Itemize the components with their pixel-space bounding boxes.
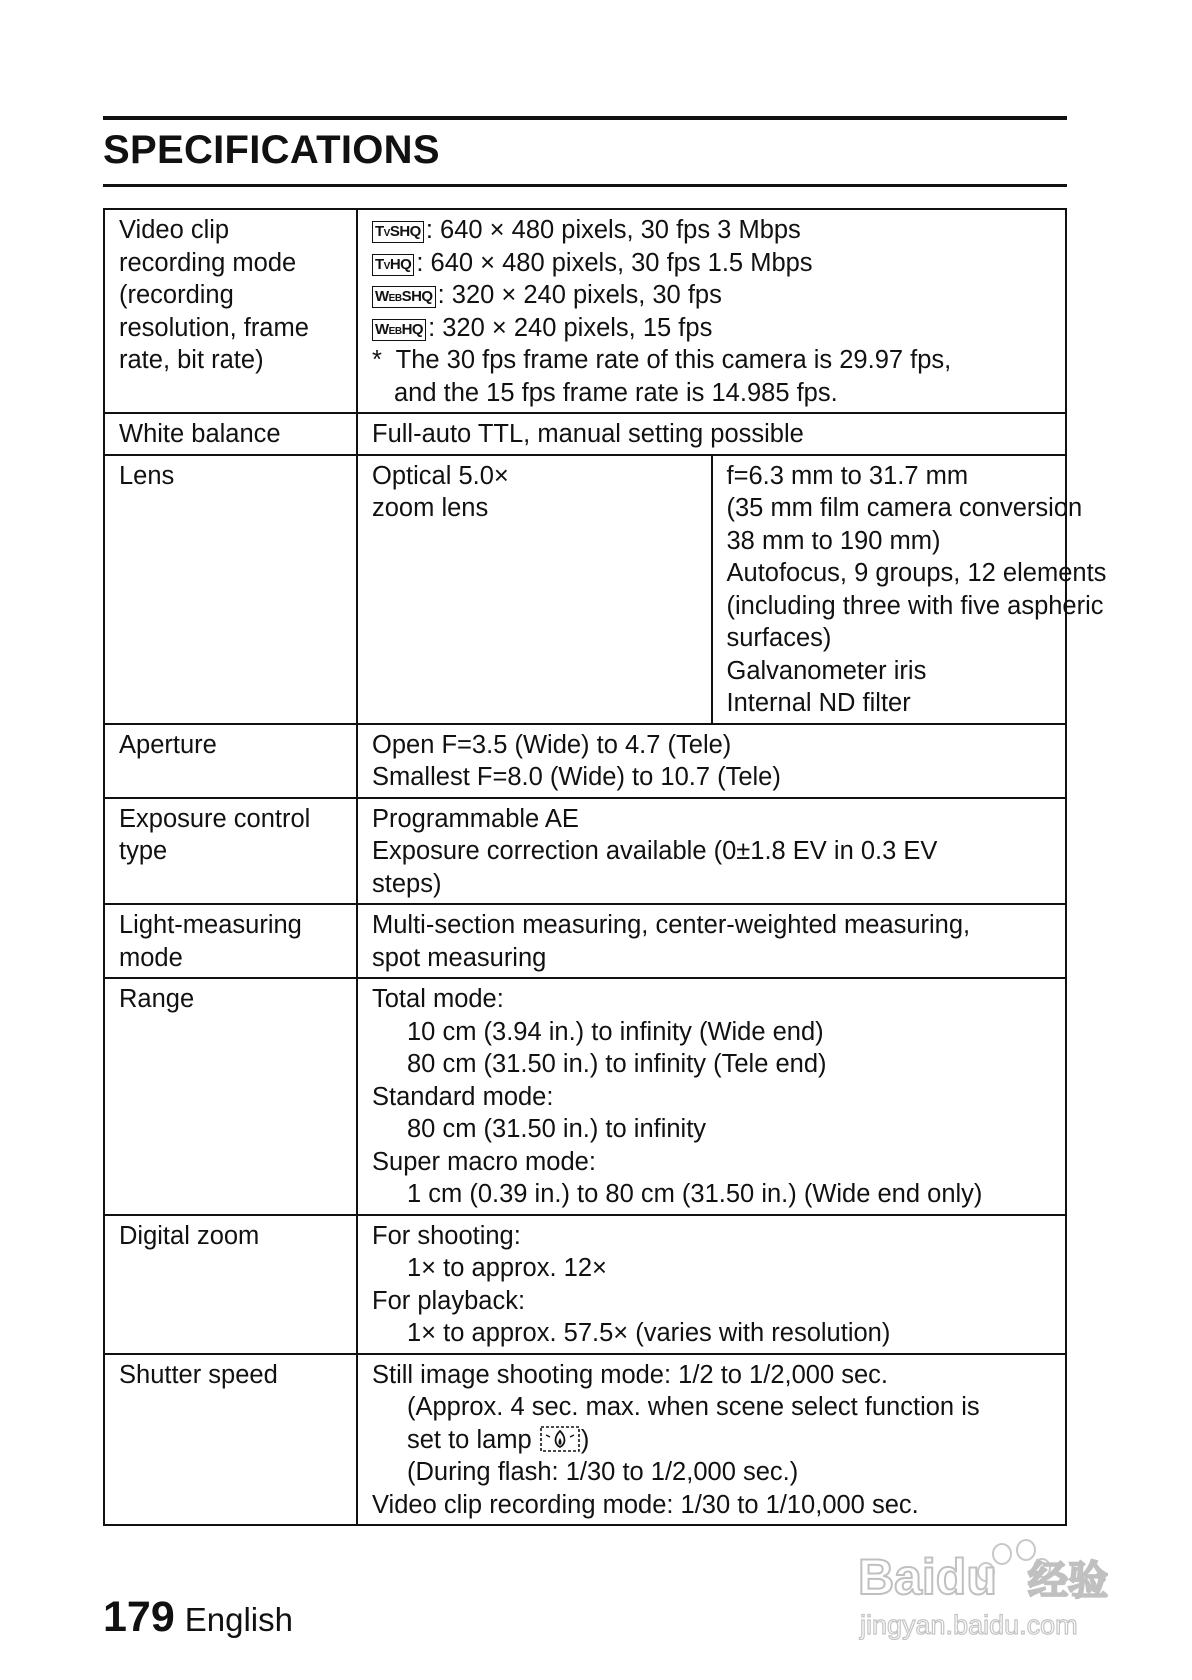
row-label: Aperture: [104, 724, 357, 798]
row-value: Total mode: 10 cm (3.94 in.) to infinity (Wide end) 80 cm (31.50 in.) to infinity (Tele end) Standard mode: 80 cm (31.50 in.) to infinity Super macro mode: 1 cm (0.39 in.) to 80 cm (31.50 in.) (Wide end only): [357, 978, 1066, 1215]
frame-rate-note: * The 30 fps frame rate of this camera is 29.97 fps,: [372, 346, 952, 374]
mode-line-tv-shq: TVSHQ : 640 × 480 pixels, 30 fps 3 Mbps: [372, 214, 1051, 247]
row-value: Full-auto TTL, manual setting possible: [357, 413, 1066, 455]
row-value: For shooting: 1× to approx. 12× For playback: 1× to approx. 57.5× (varies with resolution): [357, 1215, 1066, 1354]
title-top-rule: [103, 116, 1067, 120]
page-footer: [103, 1592, 293, 1652]
specifications-table: [103, 208, 1107, 1526]
web-hq-mode-icon: WEBHQ: [372, 319, 426, 341]
lamp-scene-icon: [540, 1426, 580, 1452]
web-shq-mode-icon: WEBSHQ: [372, 286, 436, 308]
watermark-brand: Baidu: [858, 1549, 997, 1605]
row-label: Shutter speed: [104, 1354, 357, 1526]
row-label: Light-measuring mode: [104, 904, 357, 978]
page-language: English: [184, 1601, 293, 1638]
row-value: Still image shooting mode: 1/2 to 1/2,000 sec. (Approx. 4 sec. max. when scene select function is set to lamp ) (During flash: 1/30 to 1/2,000 sec.) Video clip recording mode: 1/30 to 1/10,000 sec.: [357, 1354, 1066, 1526]
tv-hq-mode-icon: TVHQ: [372, 254, 414, 276]
title-bottom-rule: [103, 184, 1067, 187]
table-row-exposure-control: [104, 798, 1066, 905]
page-number: 179: [103, 1593, 175, 1641]
row-label: Lens: [104, 455, 357, 724]
row-label: Digital zoom: [104, 1215, 357, 1354]
table-row-range: [104, 978, 1066, 1215]
row-label: White balance: [104, 413, 357, 455]
lens-type: Optical 5.0× zoom lens: [357, 455, 712, 724]
table-row-shutter-speed: [104, 1354, 1066, 1526]
table-row-digital-zoom: [104, 1215, 1066, 1354]
row-value: Open F=3.5 (Wide) to 4.7 (Tele) Smallest F=8.0 (Wide) to 10.7 (Tele): [357, 724, 1066, 798]
row-label: Exposure control type: [104, 798, 357, 905]
mode-line-web-hq: WEBHQ : 320 × 240 pixels, 15 fps: [372, 312, 1051, 345]
table-row-light-measuring: [104, 904, 1066, 978]
row-label: Range: [104, 978, 357, 1215]
baidu-watermark: [852, 1536, 1132, 1646]
row-value: TVSHQ : 640 × 480 pixels, 30 fps 3 Mbps TVHQ : 640 × 480 pixels, 30 fps 1.5 Mbps WEBSHQ : 320 × 240 pixels, 30 fps WEBHQ : 320 × 240 pixels, 15 fps * The 30 fps frame rate of this camera is 29.97 fps, and the 15 fps frame rate is 14.985 fps.: [357, 209, 1066, 413]
row-label: Video clip recording mode (recording resolution, frame rate, bit rate): [104, 209, 357, 413]
mode-line-tv-hq: TVHQ : 640 × 480 pixels, 30 fps 1.5 Mbps: [372, 247, 1051, 280]
row-value: Programmable AE Exposure correction available (0±1.8 EV in 0.3 EV steps): [357, 798, 1066, 905]
mode-line-web-shq: WEBSHQ : 320 × 240 pixels, 30 fps: [372, 279, 1051, 312]
lamp-line: set to lamp ): [407, 1425, 590, 1454]
table-row-video-clip: [104, 209, 1066, 413]
tv-shq-mode-icon: TVSHQ: [372, 221, 424, 243]
table-row-aperture: [104, 724, 1066, 798]
table-row-lens: [104, 455, 1066, 724]
watermark-url: jingyan.baidu.com: [860, 1610, 1078, 1640]
watermark-chinese: 经验: [1028, 1558, 1108, 1604]
lens-details: f=6.3 mm to 31.7 mm (35 mm film camera conversion 38 mm to 190 mm) Autofocus, 9 groups, 12 elements (including three with five aspheric surfaces) Galvanometer iris Internal ND filter: [712, 455, 1067, 724]
table-row-white-balance: [104, 413, 1066, 455]
row-value: Multi-section measuring, center-weighted measuring, spot measuring: [357, 904, 1066, 978]
page-title: SPECIFICATIONS: [103, 128, 440, 172]
